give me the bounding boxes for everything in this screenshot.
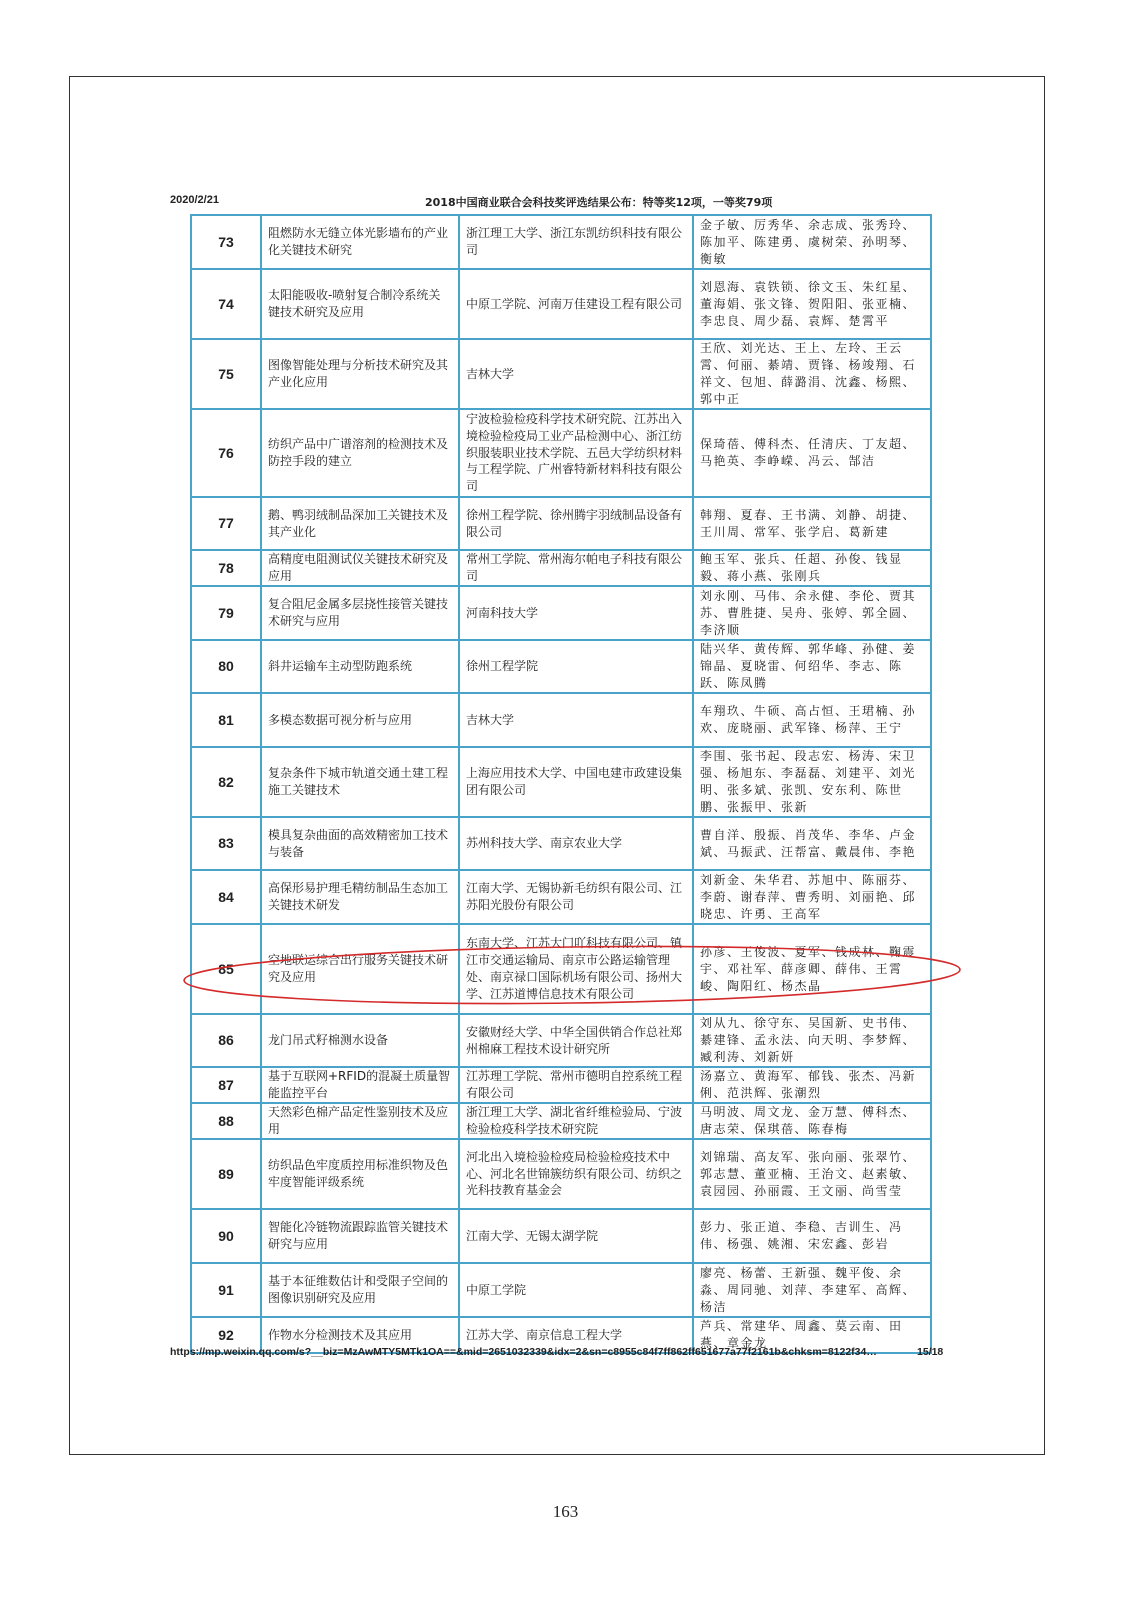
row-number: 73 bbox=[191, 215, 261, 269]
project-name: 复合阻尼金属多层挠性接管关键技术研究与应用 bbox=[261, 586, 459, 640]
table-row bbox=[191, 215, 931, 269]
contributors: 曹自洋、殷振、肖茂华、李华、卢金斌、马振武、汪帮富、戴晨伟、李艳 bbox=[693, 817, 931, 870]
contributors: 金子敏、厉秀华、余志成、张秀玲、陈加平、陈建勇、虞树荣、孙明琴、衡敏 bbox=[693, 215, 931, 269]
contributors: 李围、张书起、段志宏、杨涛、宋卫强、杨旭东、李磊磊、刘建平、刘光明、张多斌、张凯、安东利、陈世鹏、张振甲、张新 bbox=[693, 747, 931, 817]
table-row bbox=[191, 586, 931, 640]
project-name: 高保形易护理毛精纺制品生态加工关键技术研发 bbox=[261, 870, 459, 924]
table-row bbox=[191, 409, 931, 497]
organization: 中原工学院 bbox=[459, 1263, 693, 1317]
contributors: 保琦蓓、傅科杰、任清庆、丁友超、马艳英、李峥嵘、冯云、郜洁 bbox=[693, 409, 931, 497]
project-name: 多模态数据可视分析与应用 bbox=[261, 693, 459, 747]
project-name: 纺织品色牢度质控用标准织物及色牢度智能评级系统 bbox=[261, 1139, 459, 1209]
awards-table-container bbox=[190, 214, 930, 1354]
contributors: 汤嘉立、黄海军、郁钱、张杰、冯新俐、范洪辉、张潮烈 bbox=[693, 1067, 931, 1103]
organization: 宁波检验检疫科学技术研究院、江苏出入境检验检疫局工业产品检测中心、浙江纺织服装职业技术学院、五邑大学纺织材料与工程学院、广州睿特新材料科技有限公司 bbox=[459, 409, 693, 497]
row-number: 86 bbox=[191, 1014, 261, 1067]
row-number: 79 bbox=[191, 586, 261, 640]
footer-url[interactable]: https://mp.weixin.qq.com/s?__biz=MzAwMTY5MTk1OA==&mid=2651032339&idx=2&sn=c8955c84f7ff862ff651677a77f2161b&chksm=8122f34… bbox=[170, 1346, 877, 1358]
contributors: 刘锦瑞、高友军、张向丽、张翠竹、郭志慧、董亚楠、王治文、赵素敏、袁园园、孙丽霞、王文丽、尚雪莹 bbox=[693, 1139, 931, 1209]
organization: 江苏大学、南京信息工程大学 bbox=[459, 1317, 693, 1353]
row-number: 76 bbox=[191, 409, 261, 497]
row-number: 77 bbox=[191, 497, 261, 550]
project-name: 纺织产品中广谱溶剂的检测技术及防控手段的建立 bbox=[261, 409, 459, 497]
organization: 常州工学院、常州海尔帕电子科技有限公司 bbox=[459, 550, 693, 586]
print-date: 2020/2/21 bbox=[170, 194, 219, 206]
contributors: 刘从九、徐守东、吴国新、史书伟、綦建锋、孟永法、向天明、李梦辉、臧利涛、刘新妍 bbox=[693, 1014, 931, 1067]
article-title: 2018中国商业联合会科技奖评选结果公布：特等奖12项，一等奖79项 bbox=[425, 196, 773, 209]
row-number: 85 bbox=[191, 924, 261, 1014]
contributors: 芦兵、常建华、周鑫、莫云南、田燕、章金龙 bbox=[693, 1317, 931, 1353]
contributors: 刘永刚、马伟、余永健、李伦、贾其苏、曹胜捷、吴舟、张婷、郭全圆、李济顺 bbox=[693, 586, 931, 640]
project-name: 阻燃防水无缝立体光影墙布的产业化关键技术研究 bbox=[261, 215, 459, 269]
row-number: 92 bbox=[191, 1317, 261, 1353]
row-number: 80 bbox=[191, 640, 261, 693]
row-number: 82 bbox=[191, 747, 261, 817]
row-number: 90 bbox=[191, 1209, 261, 1263]
organization: 江苏理工学院、常州市德明自控系统工程有限公司 bbox=[459, 1067, 693, 1103]
organization: 东南大学、江苏大门吖科技有限公司、镇江市交通运输局、南京市公路运输管理处、南京禄口国际机场有限公司、扬州大学、江苏道博信息技术有限公司 bbox=[459, 924, 693, 1014]
table-row bbox=[191, 1067, 931, 1103]
row-number: 88 bbox=[191, 1103, 261, 1139]
project-name: 鹅、鸭羽绒制品深加工关键技术及其产业化 bbox=[261, 497, 459, 550]
table-row bbox=[191, 640, 931, 693]
table-row bbox=[191, 1139, 931, 1209]
table-row bbox=[191, 497, 931, 550]
organization: 吉林大学 bbox=[459, 693, 693, 747]
contributors: 陆兴华、黄传辉、郭华峰、孙健、姜锦晶、夏晓雷、何绍华、李志、陈跃、陈凤腾 bbox=[693, 640, 931, 693]
table-row bbox=[191, 747, 931, 817]
organization: 河南科技大学 bbox=[459, 586, 693, 640]
organization: 徐州工程学院、徐州腾宇羽绒制品设备有限公司 bbox=[459, 497, 693, 550]
contributors: 刘恩海、袁铁锁、徐文玉、朱红星、董海娟、张文锋、贺阳阳、张亚楠、李忠良、周少磊、袁辉、楚霄平 bbox=[693, 269, 931, 339]
project-name: 作物水分检测技术及其应用 bbox=[261, 1317, 459, 1353]
project-name: 基于互联网+RFID的混凝土质量智能监控平台 bbox=[261, 1067, 459, 1103]
project-name: 斜井运输车主动型防跑系统 bbox=[261, 640, 459, 693]
contributors: 车翔玖、牛硕、高占恒、王珺楠、孙欢、庞晓丽、武军锋、杨萍、王宁 bbox=[693, 693, 931, 747]
project-name: 基于本征维数估计和受限子空间的图像识别研究及应用 bbox=[261, 1263, 459, 1317]
row-number: 83 bbox=[191, 817, 261, 870]
table-row bbox=[191, 269, 931, 339]
table-row bbox=[191, 550, 931, 586]
awards-table-body bbox=[191, 215, 931, 1353]
table-row bbox=[191, 1103, 931, 1139]
contributors: 鲍玉军、张兵、任超、孙俊、钱显毅、蒋小燕、张刚兵 bbox=[693, 550, 931, 586]
project-name: 图像智能处理与分析技术研究及其产业化应用 bbox=[261, 339, 459, 409]
row-number: 78 bbox=[191, 550, 261, 586]
project-name: 智能化冷链物流跟踪监管关键技术研究与应用 bbox=[261, 1209, 459, 1263]
project-name: 空地联运综合出行服务关键技术研究及应用 bbox=[261, 924, 459, 1014]
contributors: 王欣、刘光达、王上、左玲、王云霄、何丽、綦靖、贾锋、杨竣翔、石祥文、包旭、薛潞涓、沈鑫、杨熙、郭中正 bbox=[693, 339, 931, 409]
contributors: 廖亮、杨蕾、王新强、魏平俊、余淼、周同驰、刘萍、李建军、高辉、杨洁 bbox=[693, 1263, 931, 1317]
page-number: 163 bbox=[552, 1502, 579, 1521]
row-number: 89 bbox=[191, 1139, 261, 1209]
organization: 安徽财经大学、中华全国供销合作总社郑州棉麻工程技术设计研究所 bbox=[459, 1014, 693, 1067]
table-row bbox=[191, 924, 931, 1014]
contributors: 韩翔、夏春、王书满、刘静、胡捷、王川周、常军、张学启、葛新建 bbox=[693, 497, 931, 550]
project-name: 模具复杂曲面的高效精密加工技术与装备 bbox=[261, 817, 459, 870]
contributors: 孙彦、王俊波、夏军、钱成林、鞠震宇、邓社军、薛彦卿、薛伟、王霄峻、陶阳红、杨杰晶 bbox=[693, 924, 931, 1014]
row-number: 91 bbox=[191, 1263, 261, 1317]
row-number: 84 bbox=[191, 870, 261, 924]
contributors: 马明波、周文龙、金万慧、傅科杰、唐志荣、保琪蓓、陈春梅 bbox=[693, 1103, 931, 1139]
project-name: 高精度电阻测试仪关键技术研究及应用 bbox=[261, 550, 459, 586]
project-name: 太阳能吸收-喷射复合制冷系统关键技术研究及应用 bbox=[261, 269, 459, 339]
row-number: 87 bbox=[191, 1067, 261, 1103]
table-row bbox=[191, 1209, 931, 1263]
project-name: 龙门吊式籽棉测水设备 bbox=[261, 1014, 459, 1067]
footer-page-count: 15/18 bbox=[917, 1346, 944, 1358]
organization: 江南大学、无锡协新毛纺织有限公司、江苏阳光股份有限公司 bbox=[459, 870, 693, 924]
project-name: 天然彩色棉产品定性鉴别技术及应用 bbox=[261, 1103, 459, 1139]
row-number: 74 bbox=[191, 269, 261, 339]
organization: 河北出入境检验检疫局检验检疫技术中心、河北名世锦簇纺织有限公司、纺织之光科技教育基金会 bbox=[459, 1139, 693, 1209]
table-row bbox=[191, 693, 931, 747]
table-row bbox=[191, 870, 931, 924]
row-number: 81 bbox=[191, 693, 261, 747]
organization: 苏州科技大学、南京农业大学 bbox=[459, 817, 693, 870]
awards-table bbox=[190, 214, 932, 1354]
organization: 中原工学院、河南万佳建设工程有限公司 bbox=[459, 269, 693, 339]
row-number: 75 bbox=[191, 339, 261, 409]
table-row bbox=[191, 1014, 931, 1067]
organization: 浙江理工大学、浙江东凯纺织科技有限公司 bbox=[459, 215, 693, 269]
contributors: 刘新金、朱华君、苏旭中、陈丽芬、李蔚、谢春萍、曹秀明、刘丽艳、邱晓忠、许勇、王高军 bbox=[693, 870, 931, 924]
organization: 徐州工程学院 bbox=[459, 640, 693, 693]
table-row bbox=[191, 339, 931, 409]
contributors: 彭力、张正道、李稳、吉训生、冯伟、杨强、姚湘、宋宏鑫、彭岩 bbox=[693, 1209, 931, 1263]
project-name: 复杂条件下城市轨道交通土建工程施工关键技术 bbox=[261, 747, 459, 817]
organization: 上海应用技术大学、中国电建市政建设集团有限公司 bbox=[459, 747, 693, 817]
organization: 吉林大学 bbox=[459, 339, 693, 409]
organization: 浙江理工大学、湖北省纤维检验局、宁波检验检疫科学技术研究院 bbox=[459, 1103, 693, 1139]
table-row bbox=[191, 1263, 931, 1317]
organization: 江南大学、无锡太湖学院 bbox=[459, 1209, 693, 1263]
table-row bbox=[191, 817, 931, 870]
